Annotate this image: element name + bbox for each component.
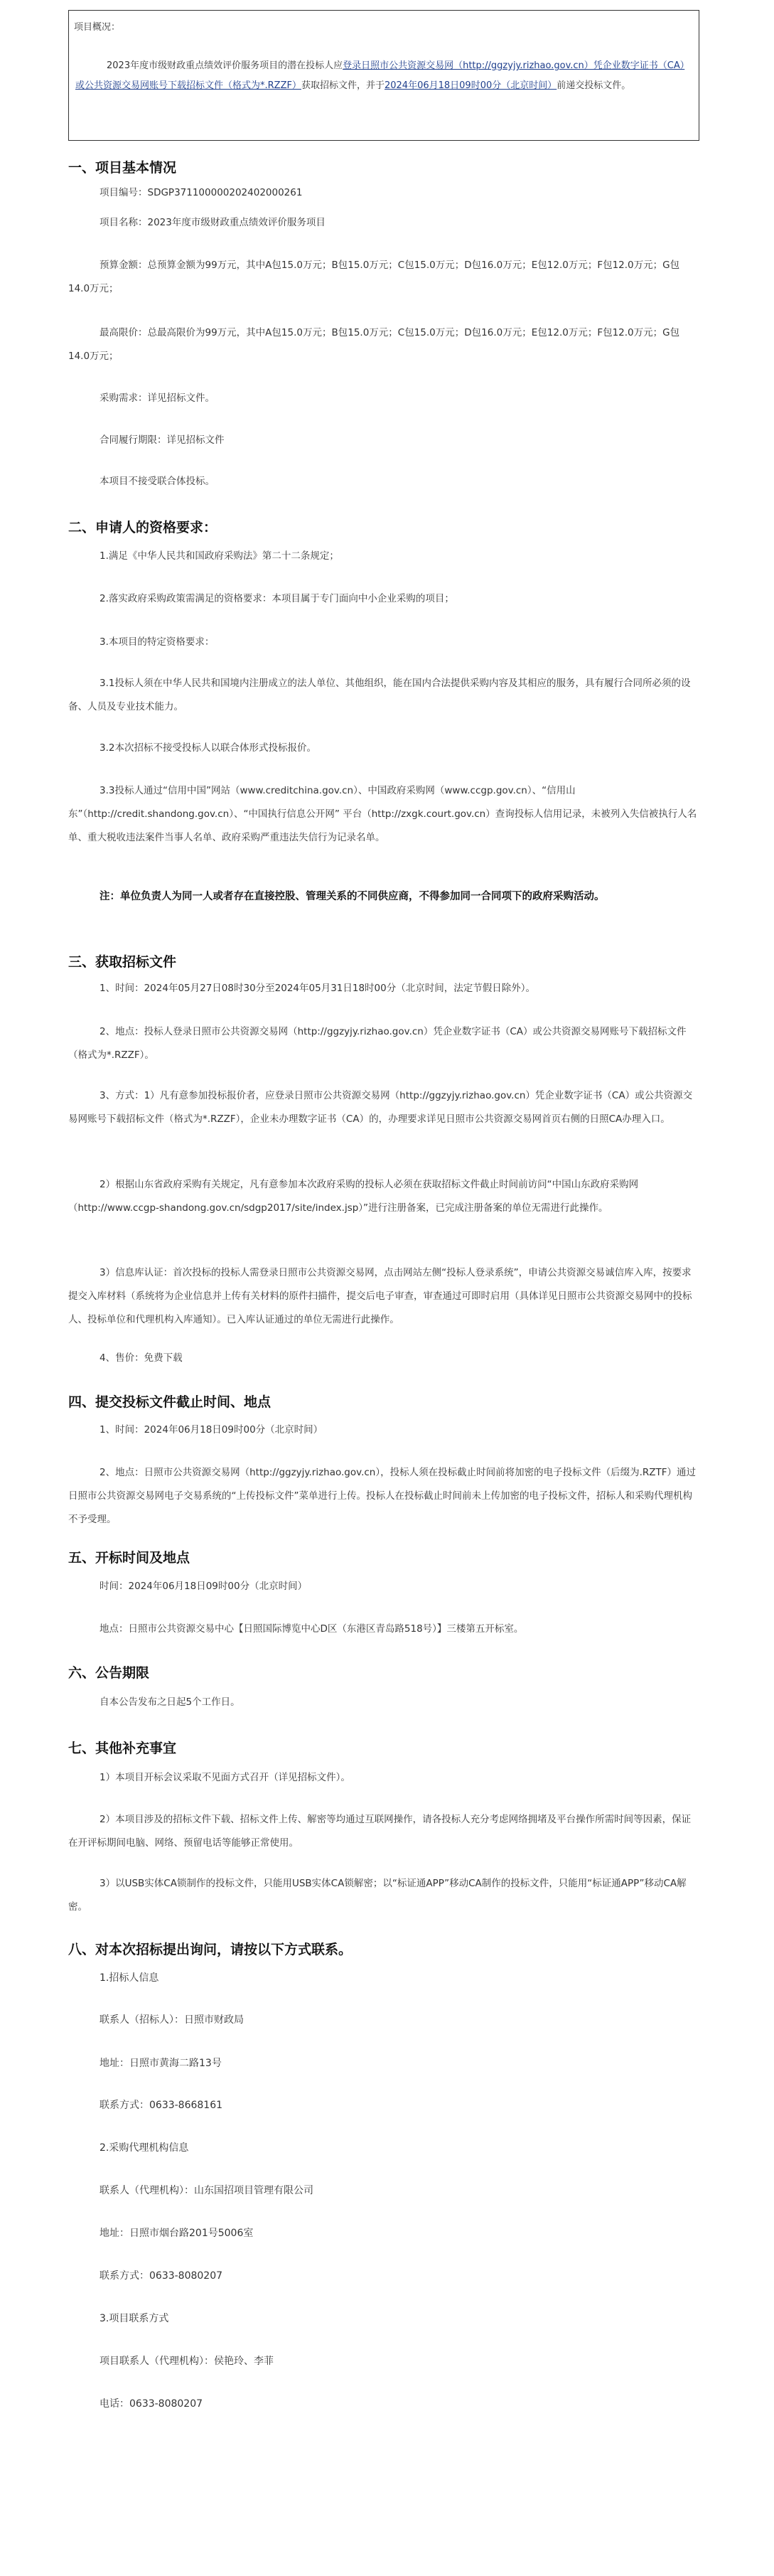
budget-amount: 预算金额：总预算金额为99万元，其中A包15.0万元；B包15.0万元；C包15.0万元；D包16.0万元；E包12.0万元；F包12.0万元；G包14.0万元；	[68, 260, 680, 294]
section-6-heading: 六、公告期限	[68, 1665, 150, 1681]
qualification-3: 3.本项目的特定资格要求：	[100, 636, 215, 648]
qualification-3-3: 3.3投标人通过“信用中国”网站（www.creditchina.gov.cn）、中国政府采购网（www.ccgp.gov.cn）、“信用山东”（http://credit.shandong.gov.cn）、“中国执行信息公开网” 平台（http://zxgk.court.gov.cn）查询投标人信用记录，未被列入失信被执行人名单、重大税收违法案件当事人名单、政府采购严重违法失信行为记录名单。	[68, 785, 697, 843]
project-contact-person: 项目联系人（代理机构）：侯艳玲、李菲	[100, 2356, 274, 2367]
consortium-note: 本项目不接受联合体投标。	[100, 476, 215, 487]
project-contact-title: 3.项目联系方式	[100, 2313, 169, 2324]
procurement-demand: 采购需求：详见招标文件。	[100, 392, 215, 404]
supplement-1: 1）本项目开标会议采取不见面方式召开（详见招标文件）。	[100, 1772, 350, 1783]
tenderer-info-title: 1.招标人信息	[100, 1972, 159, 1984]
qualification-3-2: 3.2本次招标不接受投标人以联合体形式投标报价。	[100, 742, 316, 754]
obtain-method: 3、方式：1）凡有意参加投标报价者，应登录日照市公共资源交易网（http://ggzyjy.rizhao.gov.cn）凭企业数字证书（CA）或公共资源交易网账号下载招标文件（格式为*.RZZF），企业未办理数字证书（CA）的，办理要求详见日照市公共资源交易网首页右侧的日照CA办理入口。	[68, 1090, 693, 1125]
overview-text: 2023年度市级财政重点绩效评价服务项目的潜在投标人应登录日照市公共资源交易网（http://ggzyjy.rizhao.gov.cn）凭企业数字证书（CA）或公共资源交易网账号下载招标文件（格式为*.RZZF）获取招标文件，并于2024年06月18日09时00分（北京时间）前递交投标文件。	[75, 60, 685, 91]
opening-place: 地点：日照市公共资源交易中心【日照国际博览中心D区（东港区青岛路518号）】三楼第五开标室。	[100, 1623, 524, 1635]
qualification-3-1: 3.1投标人须在中华人民共和国境内注册成立的法人单位、其他组织，能在国内合法提供采购内容及其相应的服务，具有履行合同所必须的设备、人员及专业技术能力。	[68, 678, 691, 712]
section-4-heading: 四、提交投标文件截止时间、地点	[68, 1394, 272, 1410]
overview-link[interactable]: 登录日照市公共资源交易网（http://ggzyjy.rizhao.gov.cn）凭企业数字证书（CA）或公共资源交易网账号下载招标文件（格式为*.RZZF）	[75, 60, 685, 91]
submit-place: 2、地点：日照市公共资源交易网（http://ggzyjy.rizhao.gov.cn），投标人须在投标截止时间前将加密的电子投标文件（后缀为.RZTF）通过日照市公共资源交易网电子交易系统的“上传投标文件”菜单进行上传。投标人在投标截止时间前未上传加密的电子投标文件，招标人和采购代理机构不予受理。	[68, 1467, 697, 1525]
tenderer-phone: 联系方式：0633-8668161	[100, 2100, 223, 2111]
obtain-registration: 2）根据山东省政府采购有关规定，凡有意参加本次政府采购的投标人必须在获取招标文件截止时间前访问“中国山东政府采购网（http://www.ccgp-shandong.gov.cn/sdgp2017/site/index.jsp）”进行注册备案，已完成注册备案的单位无需进行此操作。	[68, 1179, 639, 1214]
section-2-heading: 二、申请人的资格要求：	[68, 520, 217, 535]
obtain-credit-library: 3）信息库认证：首次投标的投标人需登录日照市公共资源交易网，点击网站左侧“投标人登录系统”，申请公共资源交易诚信库入库，按要求提交入库材料（系统将为企业信息并上传有关材料的原件扫描件，提交后电子审查，审查通过可即时启用（具体详见日照市公共资源交易网中的投标人、投标单位和代理机构入库通知）。已入库认证通过的单位无需进行此操作。	[68, 1267, 692, 1325]
qualification-2: 2.落实政府采购政策需满足的资格要求：本项目属于专门面向中小企业采购的项目；	[100, 593, 454, 604]
agency-phone: 联系方式：0633-8080207	[100, 2270, 223, 2282]
supplement-2: 2）本项目涉及的招标文件下载、招标文件上传、解密等均通过互联网操作，请各投标人充分考虑网络拥堵及平台操作所需时间等因素，保证在开评标期间电脑、网络、预留电话等能够正常使用。	[68, 1814, 692, 1849]
max-price: 最高限价：总最高限价为99万元，其中A包15.0万元；B包15.0万元；C包15.0万元；D包16.0万元；E包12.0万元；F包12.0万元；G包14.0万元；	[68, 327, 680, 362]
section-5-heading: 五、开标时间及地点	[68, 1550, 190, 1566]
agency-contact: 联系人（代理机构）：山东国招项目管理有限公司	[100, 2185, 313, 2196]
obtain-place: 2、地点：投标人登录日照市公共资源交易网（http://ggzyjy.rizhao.gov.cn）凭企业数字证书（CA）或公共资源交易网账号下载招标文件（格式为*.RZZF）。	[68, 1026, 687, 1061]
supplement-3: 3）以USB实体CA锁制作的投标文件，只能用USB实体CA锁解密；以“标证通APP”移动CA制作的投标文件，只能用“标证通APP”移动CA解密。	[68, 1878, 687, 1913]
section-8-heading: 八、对本次招标提出询问，请按以下方式联系。	[68, 1942, 353, 1957]
obtain-price: 4、售价：免费下载	[100, 1352, 183, 1364]
project-name: 项目名称：2023年度市级财政重点绩效评价服务项目	[100, 217, 326, 228]
tenderer-address: 地址：日照市黄海二路13号	[100, 2058, 222, 2069]
section-3-heading: 三、获取招标文件	[68, 954, 177, 970]
project-number: 项目编号：SDGP371100000202402000261	[100, 187, 303, 198]
agency-address: 地址：日照市烟台路201号5006室	[100, 2228, 254, 2239]
overview-title: 项目概况：	[74, 22, 121, 33]
agency-info-title: 2.采购代理机构信息	[100, 2142, 189, 2154]
qualification-1: 1.满足《中华人民共和国政府采购法》第二十二条规定；	[100, 550, 339, 562]
overview-box	[68, 10, 699, 141]
tenderer-contact: 联系人（招标人）：日照市财政局	[100, 2014, 244, 2026]
submit-time: 1、时间：2024年06月18日09时00分（北京时间）	[100, 1424, 323, 1436]
opening-time: 时间：2024年06月18日09时00分（北京时间）	[100, 1581, 308, 1592]
notice-period: 自本公告发布之日起5个工作日。	[100, 1696, 240, 1708]
qualification-note: 注：单位负责人为同一人或者存在直接控股、管理关系的不同供应商，不得参加同一合同项下的政府采购活动。	[100, 891, 605, 902]
obtain-time: 1、时间：2024年05月27日08时30分至2024年05月31日18时00分（北京时间，法定节假日除外）。	[100, 983, 535, 994]
contract-period: 合同履行期限：详见招标文件	[100, 434, 225, 446]
section-7-heading: 七、其他补充事宜	[68, 1741, 177, 1756]
deadline-link[interactable]: 2024年06月18日09时00分（北京时间）	[384, 80, 557, 91]
section-1-heading: 一、项目基本情况	[68, 160, 177, 176]
project-contact-phone: 电话：0633-8080207	[100, 2398, 203, 2410]
